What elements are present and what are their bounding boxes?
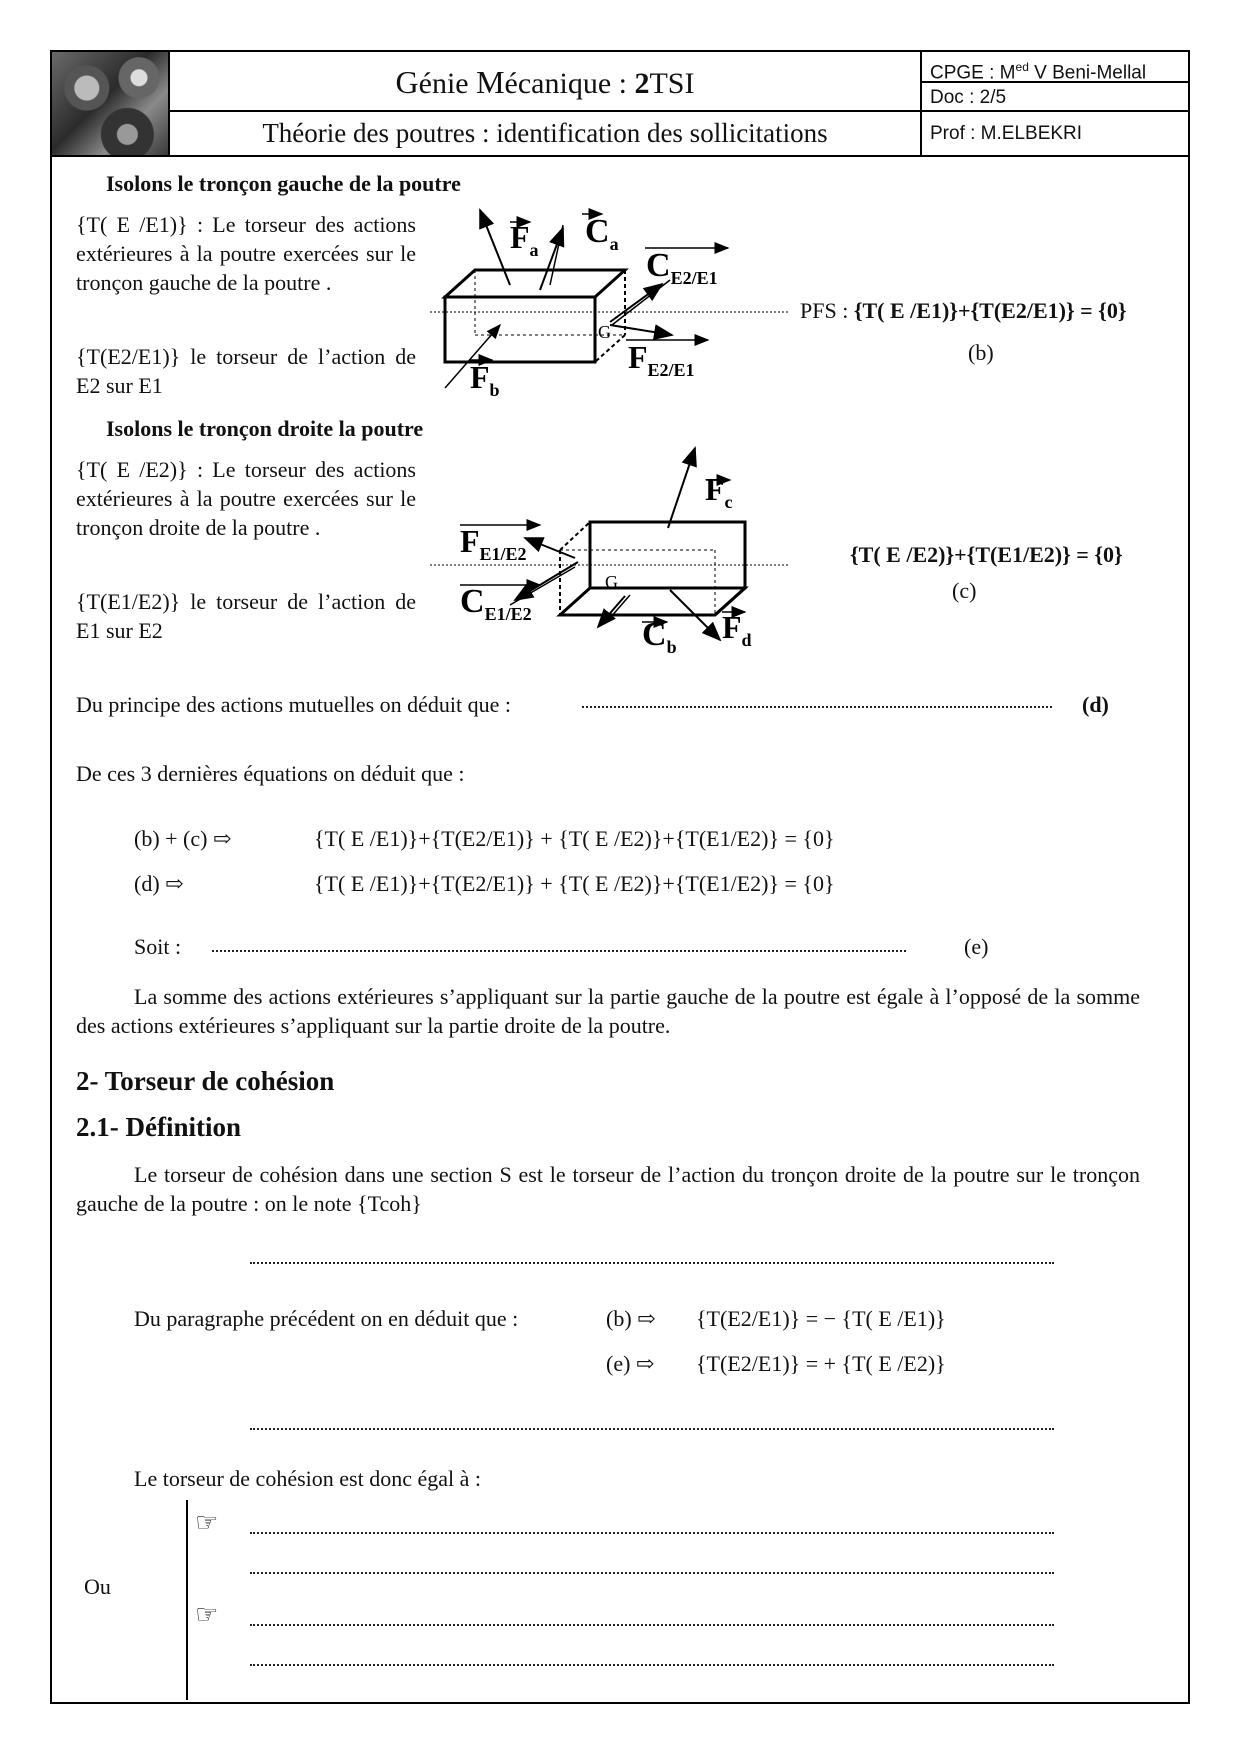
c12-label: $C_{E1/E2}$ xyxy=(460,583,532,624)
row2-label: (d) ⇨ xyxy=(134,871,184,896)
f21-label: $F_{E2/E1}$ xyxy=(628,339,695,380)
row1-label: (b) + (c) ⇨ xyxy=(134,826,232,851)
deduce-text: Du paragraphe précédent on en déduit que : xyxy=(134,1306,519,1331)
bracket-line xyxy=(186,1500,188,1700)
section-2-1-title: 2.1- Définition xyxy=(76,1112,241,1142)
soit-label: Soit : xyxy=(134,934,182,959)
section-2-title: 2- Torseur de cohésion xyxy=(76,1066,335,1096)
right-equation: {T( E /E2)}+{T(E1/E2)} = {0} xyxy=(850,542,1123,567)
left-def1: {T( E /E1)} : Le torseur des actions extérieures à la poutre exercées sur le tronçon gauche de la poutre . xyxy=(76,212,416,295)
g-point-label-2: G xyxy=(605,572,618,592)
right-segment-figure xyxy=(430,440,800,660)
answer-line-1b[interactable] xyxy=(250,1554,1054,1574)
fb-label: $F_b$ xyxy=(470,359,500,400)
answer-line-d[interactable] xyxy=(582,688,1052,708)
right-def1: {T( E /E2)} : Le torseur des actions extérieures à la poutre exercées sur le tronçon droite de la poutre . xyxy=(76,457,416,540)
ou-label: Ou xyxy=(84,1574,111,1599)
prof-cell: Prof : M.ELBEKRI xyxy=(930,123,1083,144)
g-point-label: G xyxy=(598,322,611,342)
gears-logo xyxy=(52,52,170,155)
pointing-hand-icon: ☞ xyxy=(195,1508,219,1538)
b-label: (b) ⇨ xyxy=(606,1306,656,1331)
row1-equation: {T( E /E1)}+{T(E2/E1)} + {T( E /E2)}+{T(E1/E2)} = {0} xyxy=(314,826,835,851)
b-equation: {T(E2/E1)} = − {T( E /E1)} xyxy=(696,1306,946,1331)
row2-equation: {T( E /E1)}+{T(E2/E1)} + {T( E /E2)}+{T(E1/E2)} = {0} xyxy=(314,871,835,896)
e-equation: {T(E2/E1)} = + {T( E /E2)} xyxy=(696,1351,946,1376)
answer-line-2b[interactable] xyxy=(250,1646,1054,1666)
ca-label: $C_a$ xyxy=(585,213,619,254)
answer-line-deduce[interactable] xyxy=(250,1410,1054,1430)
page-title: Génie Mécanique : 2TSI xyxy=(170,52,922,112)
eq-tag-c: (c) xyxy=(952,578,977,603)
answer-line-e[interactable] xyxy=(212,932,906,952)
school-cell: CPGE : $M^{ed}$ V Beni-Mellal xyxy=(922,52,1188,83)
left-segment-figure xyxy=(430,200,800,410)
answer-line-2a[interactable] xyxy=(250,1606,1054,1626)
left-heading: Isolons le tronçon gauche de la poutre xyxy=(106,171,461,196)
doc-cell: Doc : 2/5 xyxy=(922,83,1188,112)
e-label: (e) ⇨ xyxy=(606,1351,655,1376)
fd-label: $F_d$ xyxy=(722,609,752,650)
left-def2: {T(E2/E1)} le torseur de l’action de E2 sur E1 xyxy=(76,344,416,398)
pfs-equation: PFS : {T( E /E1)}+{T(E2/E1)} = {0} xyxy=(800,298,1127,323)
page-subtitle: Théorie des poutres : identification des sollicitations xyxy=(170,112,922,155)
c21-label: $C_{E2/E1}$ xyxy=(646,247,718,288)
f12-label: $F_{E1/E2}$ xyxy=(460,523,527,564)
fa-label: $F_a$ xyxy=(510,219,539,260)
fc-label: $F_c$ xyxy=(705,471,733,512)
answer-line-def[interactable] xyxy=(250,1244,1054,1264)
conclusion-paragraph: La somme des actions extérieures s’appliquant sur la partie gauche de la poutre est égale à l’opposé de la somme des actions extérieures s’appliquant sur la partie droite de la poutre. xyxy=(76,984,1140,1038)
right-heading: Isolons le tronçon droite la poutre xyxy=(106,416,424,441)
cb-label: $C_b$ xyxy=(642,616,677,657)
equal-text: Le torseur de cohésion est donc égal à : xyxy=(134,1466,481,1491)
eq-tag-d: (d) xyxy=(1082,692,1109,717)
eq-tag-b: (b) xyxy=(968,340,994,365)
pointing-hand-icon: ☞ xyxy=(195,1600,219,1630)
answer-line-1a[interactable] xyxy=(250,1514,1054,1534)
eq-tag-e: (e) xyxy=(964,934,989,959)
mutual-text: Du principe des actions mutuelles on déduit que : xyxy=(76,692,512,717)
definition-paragraph: Le torseur de cohésion dans une section S est le torseur de l’action du tronçon droite de la poutre sur le tronçon gauche de la poutre : on le note {Tcoh} xyxy=(76,1162,1140,1216)
right-def2: {T(E1/E2)} le torseur de l’action de E1 sur E2 xyxy=(76,589,416,643)
deduce-intro: De ces 3 dernières équations on déduit que : xyxy=(76,761,465,786)
